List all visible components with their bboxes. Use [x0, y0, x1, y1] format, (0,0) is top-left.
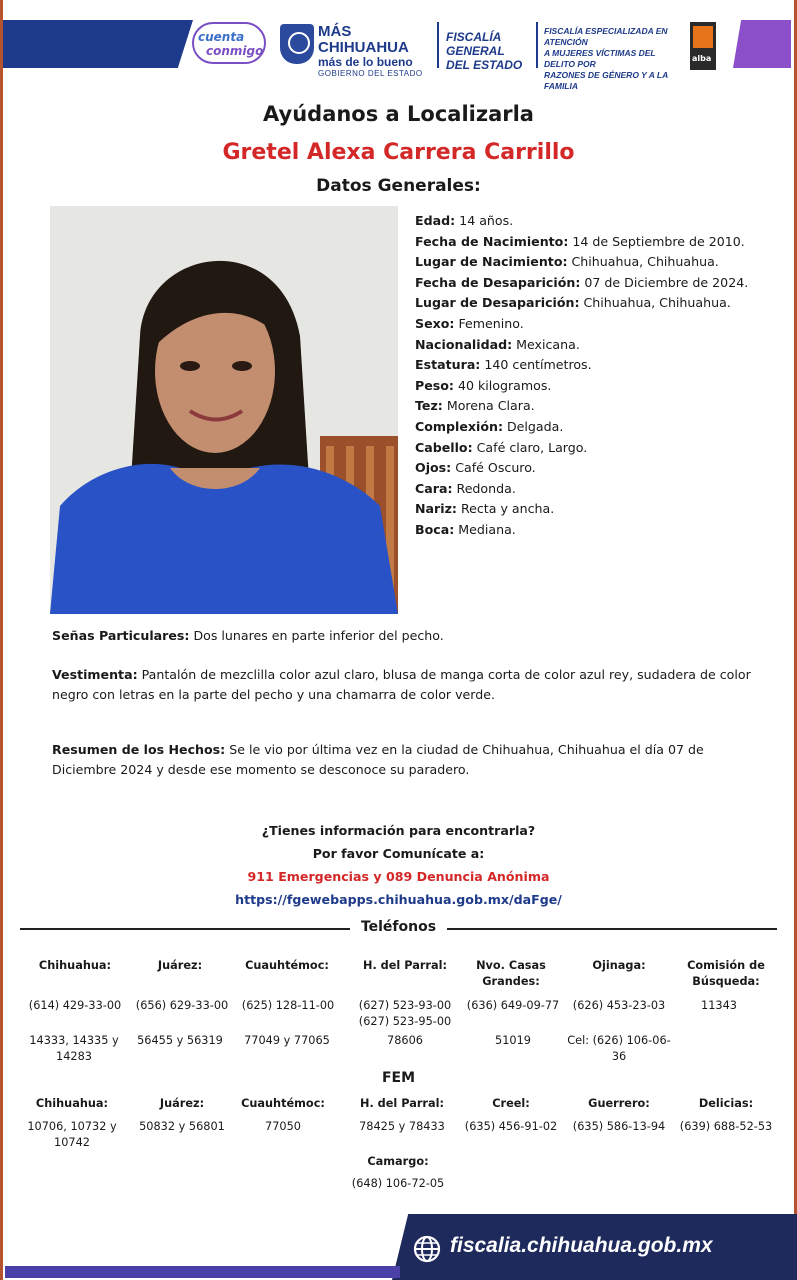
- fiscalia-especializada-logo: [544, 26, 682, 92]
- conmigo-text: conmigo: [206, 44, 264, 58]
- detail-value: Chihuahua, Chihuahua.: [567, 254, 719, 270]
- detail-row: [415, 211, 785, 232]
- detail-value: 140 centímetros.: [480, 357, 592, 373]
- ext-value: Cel: (626) 106-06-36: [567, 1034, 671, 1063]
- tel-value: (625) 128-11-00: [241, 999, 335, 1012]
- tel-value: (636) 649-09-77: [466, 999, 560, 1012]
- ext-value: 14333, 14335 y 14283: [29, 1034, 119, 1063]
- detail-value: Café Oscuro.: [451, 460, 536, 476]
- detail-row: [415, 458, 785, 479]
- detail-label: Lugar de Nacimiento:: [415, 254, 568, 270]
- mas-chihuahua-text: MÁS CHIHUAHUA: [318, 23, 409, 56]
- detail-value: Mediana.: [454, 521, 516, 537]
- fem-value: 77050: [265, 1120, 301, 1133]
- globe-icon: [412, 1234, 442, 1264]
- fiscalia-line-1: FISCALÍA GENERAL: [446, 30, 505, 58]
- alba-logo: [690, 22, 716, 70]
- detail-row: [415, 376, 785, 397]
- detail-label: Cara:: [415, 480, 453, 496]
- detail-label: Cabello:: [415, 439, 473, 455]
- fem-value: (635) 456-91-02: [464, 1120, 558, 1133]
- fem-header: Creel:: [492, 1097, 530, 1110]
- fem-header: Guerrero:: [588, 1097, 650, 1110]
- missing-person-photo: [50, 206, 398, 614]
- footer-url[interactable]: fiscalia.chihuahua.gob.mx: [450, 1234, 713, 1257]
- vestimenta: [52, 665, 752, 704]
- detail-row: [415, 273, 785, 294]
- contact-link[interactable]: https://fgewebapps.chihuahua.gob.mx/daFge/: [235, 892, 562, 907]
- detail-label: Boca:: [415, 521, 455, 537]
- fem-value: (635) 586-13-94: [572, 1120, 666, 1133]
- detail-label: Sexo:: [415, 315, 455, 331]
- fem-header: Cuauhtémoc:: [241, 1097, 325, 1110]
- shield-icon: [280, 24, 314, 64]
- tel-value: (627) 523-93-00 (627) 523-95-00: [358, 999, 452, 1028]
- detail-value: Recta y ancha.: [456, 501, 555, 517]
- fem-value: 50832 y 56801: [139, 1120, 225, 1133]
- tel-value: (614) 429-33-00: [28, 999, 122, 1012]
- detail-row: [415, 479, 785, 500]
- fem-header: Juárez:: [159, 1097, 205, 1110]
- detail-label: Peso:: [415, 377, 454, 393]
- tel-header: Juárez:: [157, 959, 203, 972]
- detail-label: Tez:: [415, 398, 443, 414]
- missing-person-name: Gretel Alexa Carrera Carrillo: [222, 140, 575, 165]
- header-divider: [536, 22, 538, 68]
- detail-label: Ojos:: [415, 460, 452, 476]
- detail-row: [415, 335, 785, 356]
- detail-row: [415, 438, 785, 459]
- fem-header: Camargo:: [367, 1155, 429, 1168]
- resumen-value: Se le vio por última vez en la ciudad de Chihuahua, Chihuahua el día 07 de Diciembre 2024 y desde ese momento se desconoce su paradero.: [52, 742, 704, 777]
- header-divider: [437, 22, 439, 68]
- detail-label: Estatura:: [415, 357, 481, 373]
- detail-value: 40 kilogramos.: [453, 377, 552, 393]
- tel-header: Ojinaga:: [592, 959, 646, 972]
- tel-header: H. del Parral:: [363, 959, 447, 972]
- vestimenta-value: Pantalón de mezclilla color azul claro, blusa de manga corta de color azul rey, sudadera de color negro con letras en la parte del pecho y una chamarra de color verde.: [52, 667, 751, 702]
- header: [0, 0, 797, 91]
- fem-header: Delicias:: [698, 1097, 754, 1110]
- detail-row: [415, 355, 785, 376]
- detail-label: Lugar de Desaparición:: [415, 295, 580, 311]
- tel-header: Chihuahua:: [38, 959, 112, 972]
- detail-value: Delgada.: [502, 418, 564, 434]
- tel-header: Cuauhtémoc:: [245, 959, 329, 972]
- header-bar-left: [3, 20, 193, 68]
- fem-line-2: A MUJERES VÍCTIMAS DEL DELITO POR: [544, 48, 656, 69]
- detail-value: Chihuahua, Chihuahua.: [579, 295, 731, 311]
- detail-label: Complexión:: [415, 418, 503, 434]
- detail-label: Nariz:: [415, 501, 457, 517]
- detail-value: 07 de Diciembre de 2024.: [580, 274, 749, 290]
- detail-value: Mexicana.: [512, 336, 580, 352]
- fem-header: Chihuahua:: [35, 1097, 109, 1110]
- emergency-numbers: 911 Emergencias y 089 Denuncia Anónima: [247, 869, 550, 884]
- detail-value: 14 de Septiembre de 2010.: [568, 233, 745, 249]
- telefonos-title: Teléfonos: [360, 919, 437, 935]
- contact-question: ¿Tienes información para encontrarla?: [261, 823, 536, 838]
- detail-row: [415, 293, 785, 314]
- detail-row: [415, 499, 785, 520]
- tel-header: Nvo. Casas Grandes:: [476, 959, 546, 988]
- detail-value: Redonda.: [452, 480, 516, 496]
- detail-value: Femenino.: [454, 315, 524, 331]
- resumen-label: Resumen de los Hechos:: [52, 742, 226, 757]
- fem-title: FEM: [381, 1070, 416, 1086]
- mas-chihuahua-logo: [318, 24, 430, 78]
- ext-value: 51019: [495, 1034, 531, 1047]
- resumen-hechos: [52, 740, 752, 779]
- fem-value: (648) 106-72-05: [351, 1177, 445, 1190]
- detail-value: Morena Clara.: [442, 398, 535, 414]
- mas-de-lo-bueno-text: más de lo bueno: [318, 55, 413, 69]
- fiscalia-general-logo: [446, 30, 536, 72]
- ext-value: 78606: [387, 1034, 423, 1047]
- detail-row: [415, 252, 785, 273]
- fem-value: 10706, 10732 y 10742: [27, 1120, 117, 1149]
- alba-text: alba: [692, 54, 712, 63]
- detail-row: [415, 314, 785, 335]
- fem-value: 78425 y 78433: [359, 1120, 445, 1133]
- tel-value: 11343: [701, 999, 737, 1012]
- cuenta-text: cuenta: [198, 30, 245, 44]
- details-list: [415, 211, 785, 541]
- detail-row: [415, 232, 785, 253]
- detail-value: Café claro, Largo.: [472, 439, 588, 455]
- tel-header: Comisión de Búsqueda:: [687, 959, 765, 988]
- ext-value: 77049 y 77065: [244, 1034, 330, 1047]
- vestimenta-label: Vestimenta:: [52, 667, 138, 682]
- senas-particulares: [52, 626, 752, 646]
- detail-label: Edad:: [415, 213, 456, 228]
- senas-value: Dos lunares en parte inferior del pecho.: [189, 628, 444, 643]
- detail-row: [415, 396, 785, 417]
- fem-line-1: FISCALÍA ESPECIALIZADA EN ATENCIÓN: [544, 26, 668, 47]
- section-title: Datos Generales:: [316, 176, 481, 196]
- detail-label: Fecha de Nacimiento:: [415, 233, 569, 249]
- tel-value: (656) 629-33-00: [135, 999, 229, 1012]
- senas-label: Señas Particulares:: [52, 628, 190, 643]
- detail-label: Fecha de Desaparición:: [415, 274, 581, 290]
- gobierno-text: GOBIERNO DEL ESTADO: [318, 69, 423, 78]
- tel-value: (626) 453-23-03: [572, 999, 666, 1012]
- footer-stripe: [5, 1266, 400, 1278]
- fem-value: (639) 688-52-53: [679, 1120, 773, 1133]
- header-bar-right: [733, 20, 791, 68]
- fem-line-3: RAZONES DE GÉNERO Y A LA FAMILIA: [544, 70, 668, 91]
- page-title: Ayúdanos a Localizarla: [263, 102, 534, 126]
- fem-header: H. del Parral:: [360, 1097, 444, 1110]
- fiscalia-line-2: DEL ESTADO: [446, 58, 523, 72]
- detail-row: [415, 417, 785, 438]
- detail-label: Nacionalidad:: [415, 336, 513, 352]
- detail-value: 14 años.: [455, 213, 514, 228]
- contact-please: Por favor Comunícate a:: [312, 846, 485, 861]
- cuenta-conmigo-logo: [186, 18, 272, 70]
- ext-value: 56455 y 56319: [137, 1034, 223, 1047]
- detail-row: [415, 520, 785, 541]
